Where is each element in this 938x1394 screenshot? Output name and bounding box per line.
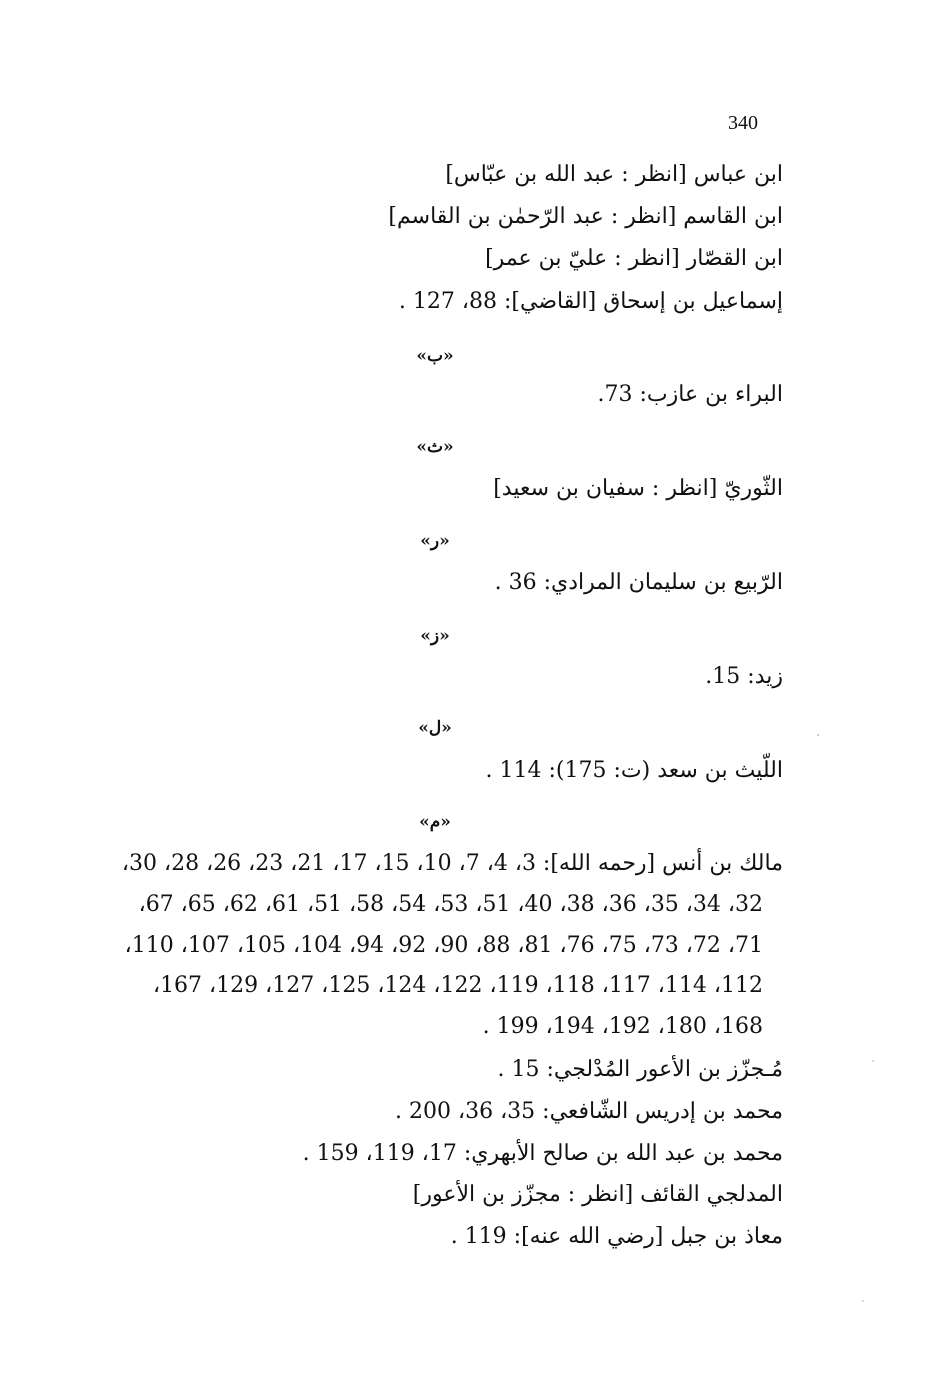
index-entry: الرّبيع بن سليمان المرادي: 36 . xyxy=(494,570,783,595)
letter-heading-ra: «ر» xyxy=(420,531,450,551)
index-entry-continuation: 71، 72، 73، 75، 76، 81، 88، 90، 92، 94، 104، 105، 107، 110، xyxy=(124,933,763,958)
index-entry-continuation: 168، 180، 192، 194، 199 . xyxy=(482,1014,763,1039)
index-entry: الثّوريّ [انظر : سفيان بن سعيد] xyxy=(493,476,783,501)
index-entry: محمد بن إدريس الشّافعي: 35، 36، 200 . xyxy=(394,1099,783,1124)
scan-speck xyxy=(872,1060,874,1062)
index-entry-malik: مالك بن أنس [رحمه الله]: 3، 4، 7، 10، 15، 17، 21، 23، 26، 28، 30، xyxy=(121,851,783,876)
index-entry: البراء بن عازب: 73. xyxy=(597,382,783,407)
index-entry: اللّيث بن سعد (ت: 175): 114 . xyxy=(485,758,783,783)
letter-heading-ba: «ب» xyxy=(416,346,454,366)
index-entry: مُـجزّز بن الأعور المُدْلجي: 15 . xyxy=(497,1057,783,1082)
index-entry: ابن القاسم [انظر : عبد الرّحمٰن بن القاسم] xyxy=(388,204,783,229)
letter-heading-mim: «م» xyxy=(419,812,451,832)
letter-heading-lam: «ل» xyxy=(418,718,452,738)
letter-heading-zay: «ز» xyxy=(420,626,450,646)
index-entry: ابن عباس [انظر : عبد الله بن عبّاس] xyxy=(445,162,783,187)
index-entry: إسماعيل بن إسحاق [القاضي]: 88، 127 . xyxy=(398,289,783,314)
index-entry: المدلجي القائف [انظر : مجزّز بن الأعور] xyxy=(412,1182,783,1207)
index-entry: ابن القصّار [انظر : عليّ بن عمر] xyxy=(485,246,783,271)
index-entry-continuation: 32، 34، 35، 36، 38، 40، 51، 53، 54، 58، 51، 61، 62، 65، 67، xyxy=(138,892,763,917)
scan-speck xyxy=(817,734,819,736)
index-entry: معاذ بن جبل [رضي الله عنه]: 119 . xyxy=(450,1224,783,1249)
letter-heading-tha: «ث» xyxy=(416,437,454,457)
index-entry-continuation: 112، 114، 117، 118، 119، 122، 124، 125، 127، 129، 167، xyxy=(152,973,763,998)
index-entry: محمد بن عبد الله بن صالح الأبهري: 17، 119، 159 . xyxy=(302,1141,783,1166)
page-number: 340 xyxy=(728,112,758,134)
scan-speck xyxy=(862,1300,864,1302)
index-entry: زيد: 15. xyxy=(705,664,783,689)
